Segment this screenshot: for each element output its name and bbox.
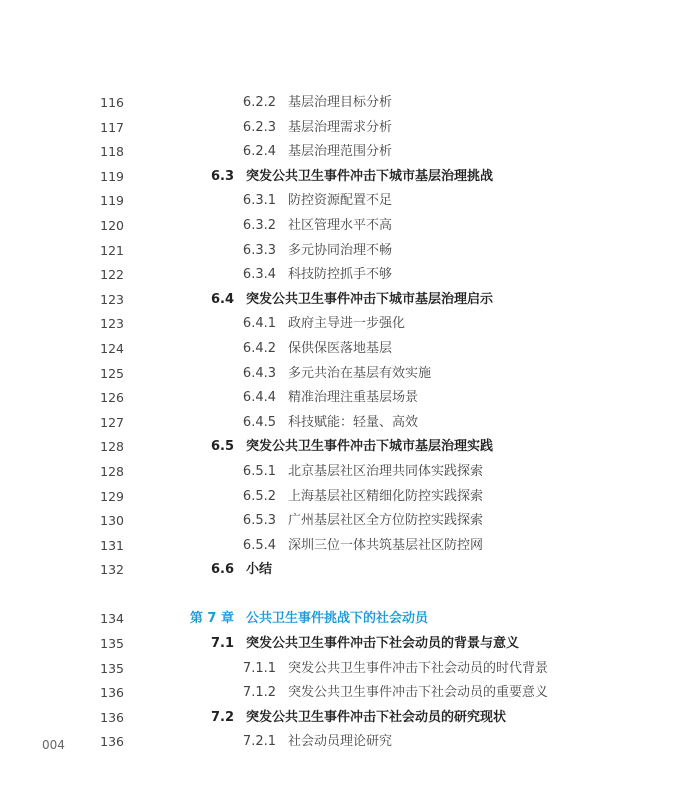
toc-title: 突发公共卫生事件冲击下社会动员的背景与意义: [246, 636, 520, 652]
toc-title: 基层治理需求分析: [288, 119, 393, 135]
toc-page-number: 124: [100, 340, 124, 356]
toc-page-number: 119: [100, 168, 124, 184]
toc-title: 小结: [246, 562, 273, 578]
toc-section-number: 6.3.4: [242, 267, 276, 283]
toc-section-number: 7.2.1: [242, 734, 276, 750]
toc-title: 基层治理范围分析: [288, 144, 393, 160]
toc-section-entry: [0, 706, 696, 731]
toc-entry: [0, 730, 696, 755]
toc-entry: [0, 386, 696, 411]
toc-chapter-title: 公共卫生事件挑战下的社会动员: [246, 611, 429, 627]
toc-title: 基层治理目标分析: [288, 95, 393, 110]
toc-title: 精准治理注重基层场景: [288, 390, 419, 406]
toc-section-number: 7.1.2: [242, 685, 276, 701]
toc-page-number: 123: [100, 291, 124, 307]
toc-section-entry: [0, 435, 696, 460]
toc-entry: [0, 140, 696, 165]
toc-section-number: 6.5.2: [242, 488, 276, 504]
toc-section-number: 6.4.3: [242, 365, 276, 381]
toc-title: 突发公共卫生事件冲击下社会动员的时代背景: [288, 660, 549, 676]
toc-page-number: 136: [100, 685, 124, 701]
toc-title: 深圳三位一体共筑基层社区防控网: [288, 537, 484, 553]
toc-section-number: 6.4.5: [242, 414, 276, 430]
toc-section-number: 6.5.4: [242, 537, 276, 553]
toc-entry: [0, 534, 696, 559]
toc-section-entry: [0, 632, 696, 657]
toc-entry: [0, 681, 696, 706]
toc-section-number: 6.3: [210, 168, 234, 184]
toc-section-number: 7.2: [210, 709, 234, 725]
toc-page-number: 123: [100, 316, 124, 332]
toc-title: 社区管理水平不高: [288, 217, 393, 233]
toc-entry: [0, 657, 696, 682]
toc-section-number: 7.1.1: [242, 660, 276, 676]
toc-entry: [0, 312, 696, 337]
toc-page-number: 126: [100, 390, 124, 406]
toc-page-number: 136: [100, 734, 124, 750]
toc-title: 广州基层社区全方位防控实践探索: [288, 513, 484, 529]
toc-section-number: 6.3.3: [242, 242, 276, 258]
toc-title: 突发公共卫生事件冲击下城市基层治理挑战: [246, 168, 494, 184]
toc-section-number: 6.2.3: [242, 119, 276, 135]
toc-page-number: 136: [100, 709, 124, 725]
toc-title: 突发公共卫生事件冲击下城市基层治理实践: [246, 439, 494, 455]
table-of-contents: [0, 91, 696, 755]
toc-page-number: 135: [100, 660, 124, 676]
toc-page-number: 116: [100, 95, 124, 110]
toc-title: 政府主导进一步强化: [288, 316, 406, 332]
toc-title: 多元共治在基层有效实施: [288, 365, 432, 381]
toc-section-number: 6.2.2: [242, 95, 276, 110]
toc-page-number: 131: [100, 537, 124, 553]
toc-page-number: 122: [100, 267, 124, 283]
toc-section-number: 6.2.4: [242, 144, 276, 160]
toc-entry: [0, 337, 696, 362]
toc-title: 上海基层社区精细化防控实践探索: [288, 488, 484, 504]
toc-page-number: 129: [100, 488, 124, 504]
toc-section-number: 7.1: [210, 636, 234, 652]
toc-title: 科技赋能：轻量、高效: [288, 414, 419, 430]
toc-section-number: 6.3.2: [242, 217, 276, 233]
toc-page-number: 125: [100, 365, 124, 381]
page-folio-number: 004: [42, 738, 65, 752]
toc-entry: [0, 189, 696, 214]
toc-section-number: 6.4.2: [242, 340, 276, 356]
toc-chapter-number: 第 7 章: [189, 611, 234, 627]
toc-page-number: 117: [100, 119, 124, 135]
toc-section-entry: [0, 288, 696, 313]
toc-title: 北京基层社区治理共同体实践探索: [288, 463, 484, 479]
toc-page-number: 134: [100, 611, 124, 627]
toc-page-number: 130: [100, 513, 124, 529]
toc-page-number: 121: [100, 242, 124, 258]
toc-page-number: 120: [100, 217, 124, 233]
toc-entry: [0, 362, 696, 387]
toc-entry: [0, 214, 696, 239]
toc-page-number: 128: [100, 463, 124, 479]
toc-title: 突发公共卫生事件冲击下城市基层治理启示: [246, 291, 494, 307]
toc-section-entry: [0, 165, 696, 190]
toc-title: 社会动员理论研究: [288, 734, 393, 750]
toc-page-number: 127: [100, 414, 124, 430]
toc-page-number: 118: [100, 144, 124, 160]
toc-page-number: 128: [100, 439, 124, 455]
toc-entry: [0, 460, 696, 485]
toc-section-number: 6.4: [210, 291, 234, 307]
toc-title: 多元协同治理不畅: [288, 242, 393, 258]
toc-entry: [0, 116, 696, 141]
toc-page-number: 119: [100, 193, 124, 209]
toc-page-number: 135: [100, 636, 124, 652]
toc-section-number: 6.5: [210, 439, 234, 455]
toc-title: 保供保医落地基层: [288, 340, 393, 356]
toc-title: 突发公共卫生事件冲击下社会动员的重要意义: [288, 685, 549, 701]
toc-title: 防控资源配置不足: [288, 193, 393, 209]
toc-entry: [0, 91, 696, 116]
toc-section-number: 6.4.1: [242, 316, 276, 332]
toc-title: 科技防控抓手不够: [288, 267, 393, 283]
toc-section-number: 6.3.1: [242, 193, 276, 209]
toc-entry: [0, 263, 696, 288]
toc-section-entry: [0, 558, 696, 583]
toc-section-number: 6.6: [210, 562, 234, 578]
toc-section-number: 6.4.4: [242, 390, 276, 406]
toc-section-number: 6.5.1: [242, 463, 276, 479]
toc-page-number: 132: [100, 562, 124, 578]
toc-section-number: 6.5.3: [242, 513, 276, 529]
toc-title: 突发公共卫生事件冲击下社会动员的研究现状: [246, 709, 507, 725]
toc-entry: [0, 239, 696, 264]
toc-entry: [0, 485, 696, 510]
toc-entry: [0, 411, 696, 436]
toc-chapter-entry: [0, 607, 696, 632]
toc-entry: [0, 509, 696, 534]
